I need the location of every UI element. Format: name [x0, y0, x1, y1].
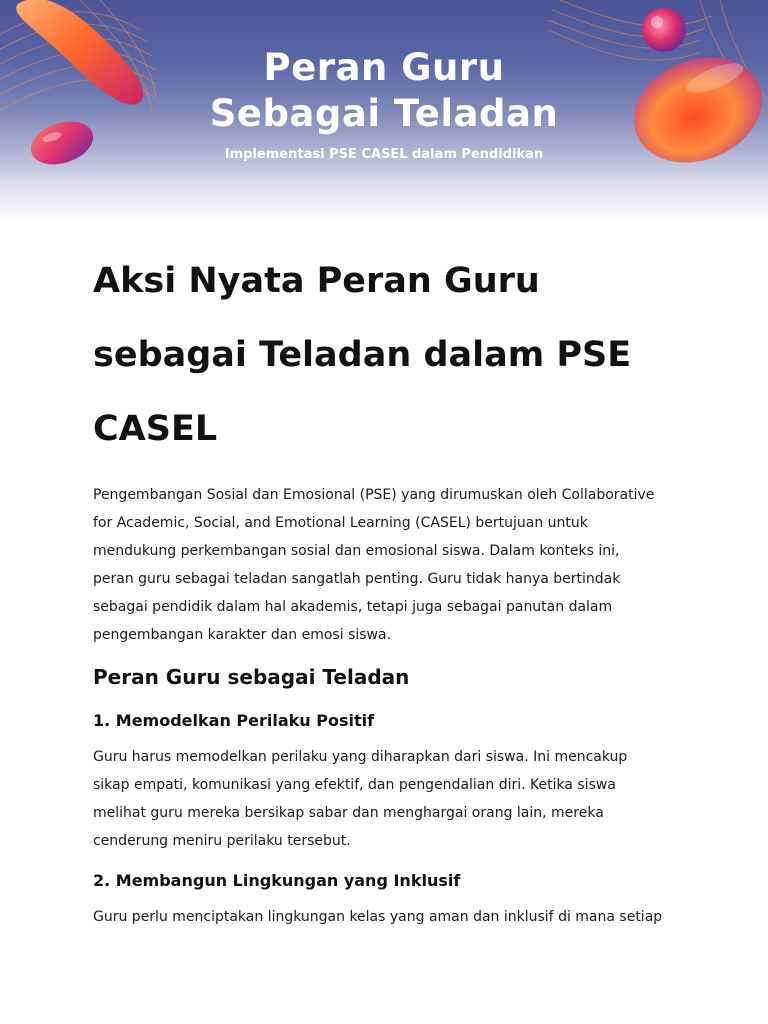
- article-title: [93, 244, 683, 466]
- hero-banner: [0, 0, 768, 222]
- point-2-heading: 2. Membangun Lingkungan yang Inklusif: [93, 871, 461, 890]
- point-2-paragraph: [93, 903, 683, 931]
- point-1-paragraph: [93, 743, 683, 855]
- hero-title-line-1: Peran Guru: [263, 46, 505, 89]
- hero-title-line-2: Sebagai Teladan: [209, 92, 559, 135]
- article-title-line: Aksi Nyata Peran Guru: [93, 261, 540, 301]
- article-title-line: sebagai Teladan dalam PSE: [93, 335, 632, 375]
- text-line: Guru harus memodelkan perilaku yang diharapkan dari siswa. Ini mencakup: [93, 749, 628, 765]
- article-body: [93, 244, 683, 931]
- text-line: Pengembangan Sosial dan Emosional (PSE) yang dirumuskan oleh Collaborative: [93, 487, 655, 503]
- text-line: mendukung perkembangan sosial dan emosional siswa. Dalam konteks ini,: [93, 543, 620, 559]
- text-line: for Academic, Social, and Emotional Learning (CASEL) bertujuan untuk: [93, 515, 588, 531]
- article-title-line: CASEL: [93, 409, 218, 449]
- point-1-heading: 1. Memodelkan Perilaku Positif: [93, 711, 375, 730]
- text-line: melihat guru mereka bersikap sabar dan menghargai orang lain, mereka: [93, 805, 604, 821]
- section-heading: Peran Guru sebagai Teladan: [93, 665, 410, 689]
- text-line: cenderung meniru perilaku tersebut.: [93, 833, 351, 849]
- text-line: sebagai pendidik dalam hal akademis, tetapi juga sebagai panutan dalam: [93, 599, 613, 615]
- text-line: peran guru sebagai teladan sangatlah penting. Guru tidak hanya bertindak: [93, 571, 621, 587]
- text-line: sikap empati, komunikasi yang efektif, dan pengendalian diri. Ketika siswa: [93, 777, 616, 793]
- text-line: pengembangan karakter dan emosi siswa.: [93, 627, 392, 643]
- hero-subtitle: Implementasi PSE CASEL dalam Pendidikan: [224, 147, 544, 162]
- intro-paragraph: [93, 481, 683, 649]
- text-line: Guru perlu menciptakan lingkungan kelas yang aman dan inklusif di mana setiap: [93, 909, 663, 925]
